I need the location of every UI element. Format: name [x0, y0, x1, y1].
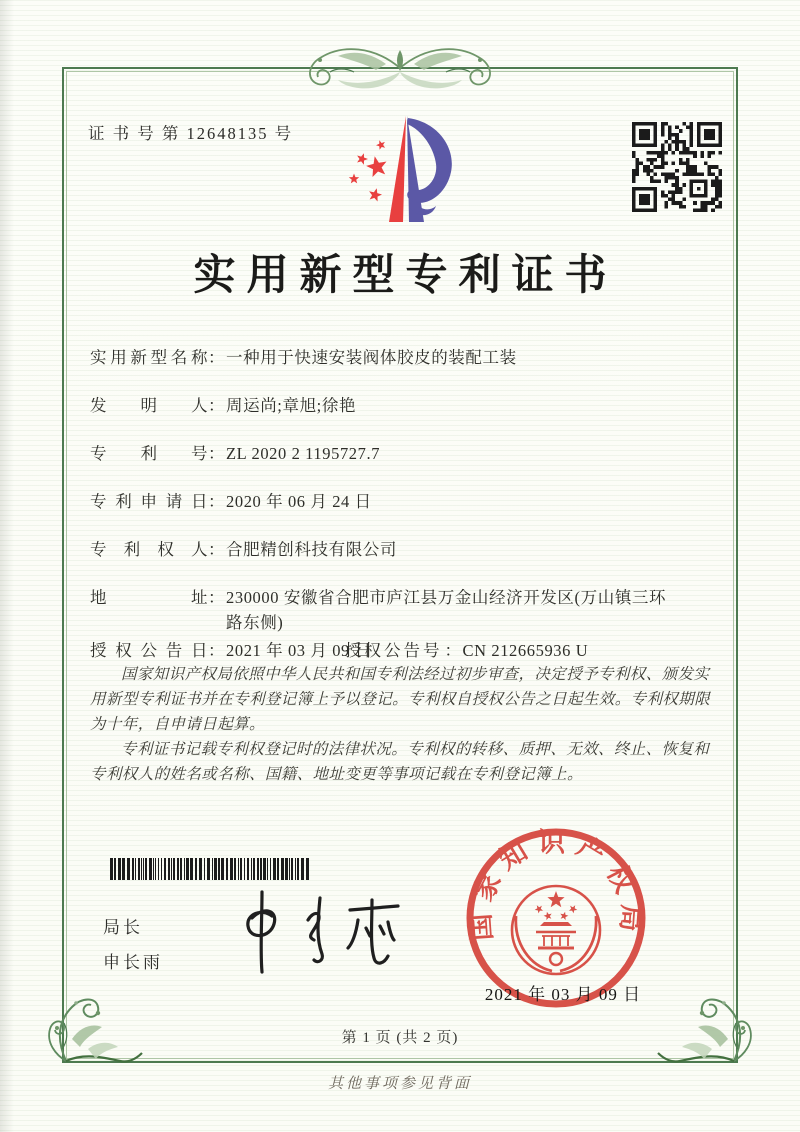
field-value: 周运尚;章旭;徐艳	[226, 396, 357, 415]
field-colon: ：	[444, 641, 461, 660]
page-number: 第 1 页 (共 2 页)	[341, 1030, 459, 1046]
field-row-address	[90, 585, 678, 635]
grant-date-value: 2021 年 03 月 09 日	[226, 641, 372, 660]
certificate-number: 证 书 号 第 12648135 号	[88, 124, 294, 143]
field-label: 授权公告日	[90, 641, 208, 660]
field-row-name	[90, 345, 517, 370]
field-value: 230000 安徽省合肥市庐江县万金山经济开发区(万山镇三环路东侧)	[226, 588, 667, 632]
field-colon: ：	[208, 540, 225, 559]
legal-text	[90, 662, 714, 787]
field-label: 授权公告号	[345, 641, 443, 660]
top-scroll-ornament-icon	[290, 38, 510, 100]
handwritten-signature	[222, 880, 422, 980]
legal-paragraph-2: 专利证书记载专利权登记时的法律状况。专利权的转移、质押、无效、终止、恢复和专利权人的姓名或名称、国籍、地址变更等事项记载在专利登记簿上。	[90, 741, 710, 783]
field-colon: ：	[208, 641, 225, 660]
field-row-patentee	[90, 537, 397, 562]
field-label: 专利号	[90, 444, 208, 463]
grant-no-pair	[345, 638, 588, 663]
field-label: 发明人	[90, 396, 208, 415]
field-label: 专利权人	[90, 540, 208, 559]
certificate-title: 实用新型专利证书	[193, 253, 618, 299]
field-row-inventors	[90, 393, 356, 418]
qr-code	[632, 122, 722, 212]
legal-paragraph-1: 国家知识产权局依照中华人民共和国专利法经过初步审查，决定授予专利权、颁发实用新型专利证书并在专利登记簿上予以登记。专利权自授权公告之日起生效。专利权期限为十年，自申请日起算。	[90, 666, 711, 733]
back-side-note: 其他事项参见背面	[327, 1076, 472, 1092]
national-emblem-icon	[512, 886, 600, 974]
field-colon: ：	[208, 492, 225, 511]
logo-stars	[349, 140, 387, 201]
seal-text: 国家知识产权局	[464, 827, 648, 942]
barcode	[110, 858, 310, 880]
field-colon: ：	[208, 348, 225, 367]
field-row-patent-no	[90, 441, 380, 466]
scan-edge-shadow	[0, 0, 14, 1132]
field-colon: ：	[208, 588, 225, 607]
field-label: 实用新型名称	[90, 348, 208, 367]
grant-no-value: CN 212665936 U	[462, 641, 589, 660]
field-value: 一种用于快速安装阀体胶皮的装配工装	[226, 348, 517, 367]
field-label: 专利申请日	[90, 492, 208, 511]
field-colon: ：	[208, 396, 225, 415]
field-value: 2020 年 06 月 24 日	[226, 492, 372, 511]
field-row-filing-date	[90, 489, 372, 514]
field-label: 地址	[90, 588, 208, 607]
field-colon: ：	[208, 444, 225, 463]
signatory-name: 申长雨	[103, 953, 163, 972]
signatory-block	[103, 910, 163, 980]
field-value: 合肥精创科技有限公司	[226, 540, 397, 559]
cnipa-patent-logo-icon	[332, 110, 472, 228]
field-row-grant	[90, 638, 712, 663]
field-value: ZL 2020 2 1195727.7	[226, 444, 381, 463]
signatory-title: 局长	[103, 918, 143, 937]
seal-date: 2021 年 03 月 09 日	[484, 985, 642, 1004]
